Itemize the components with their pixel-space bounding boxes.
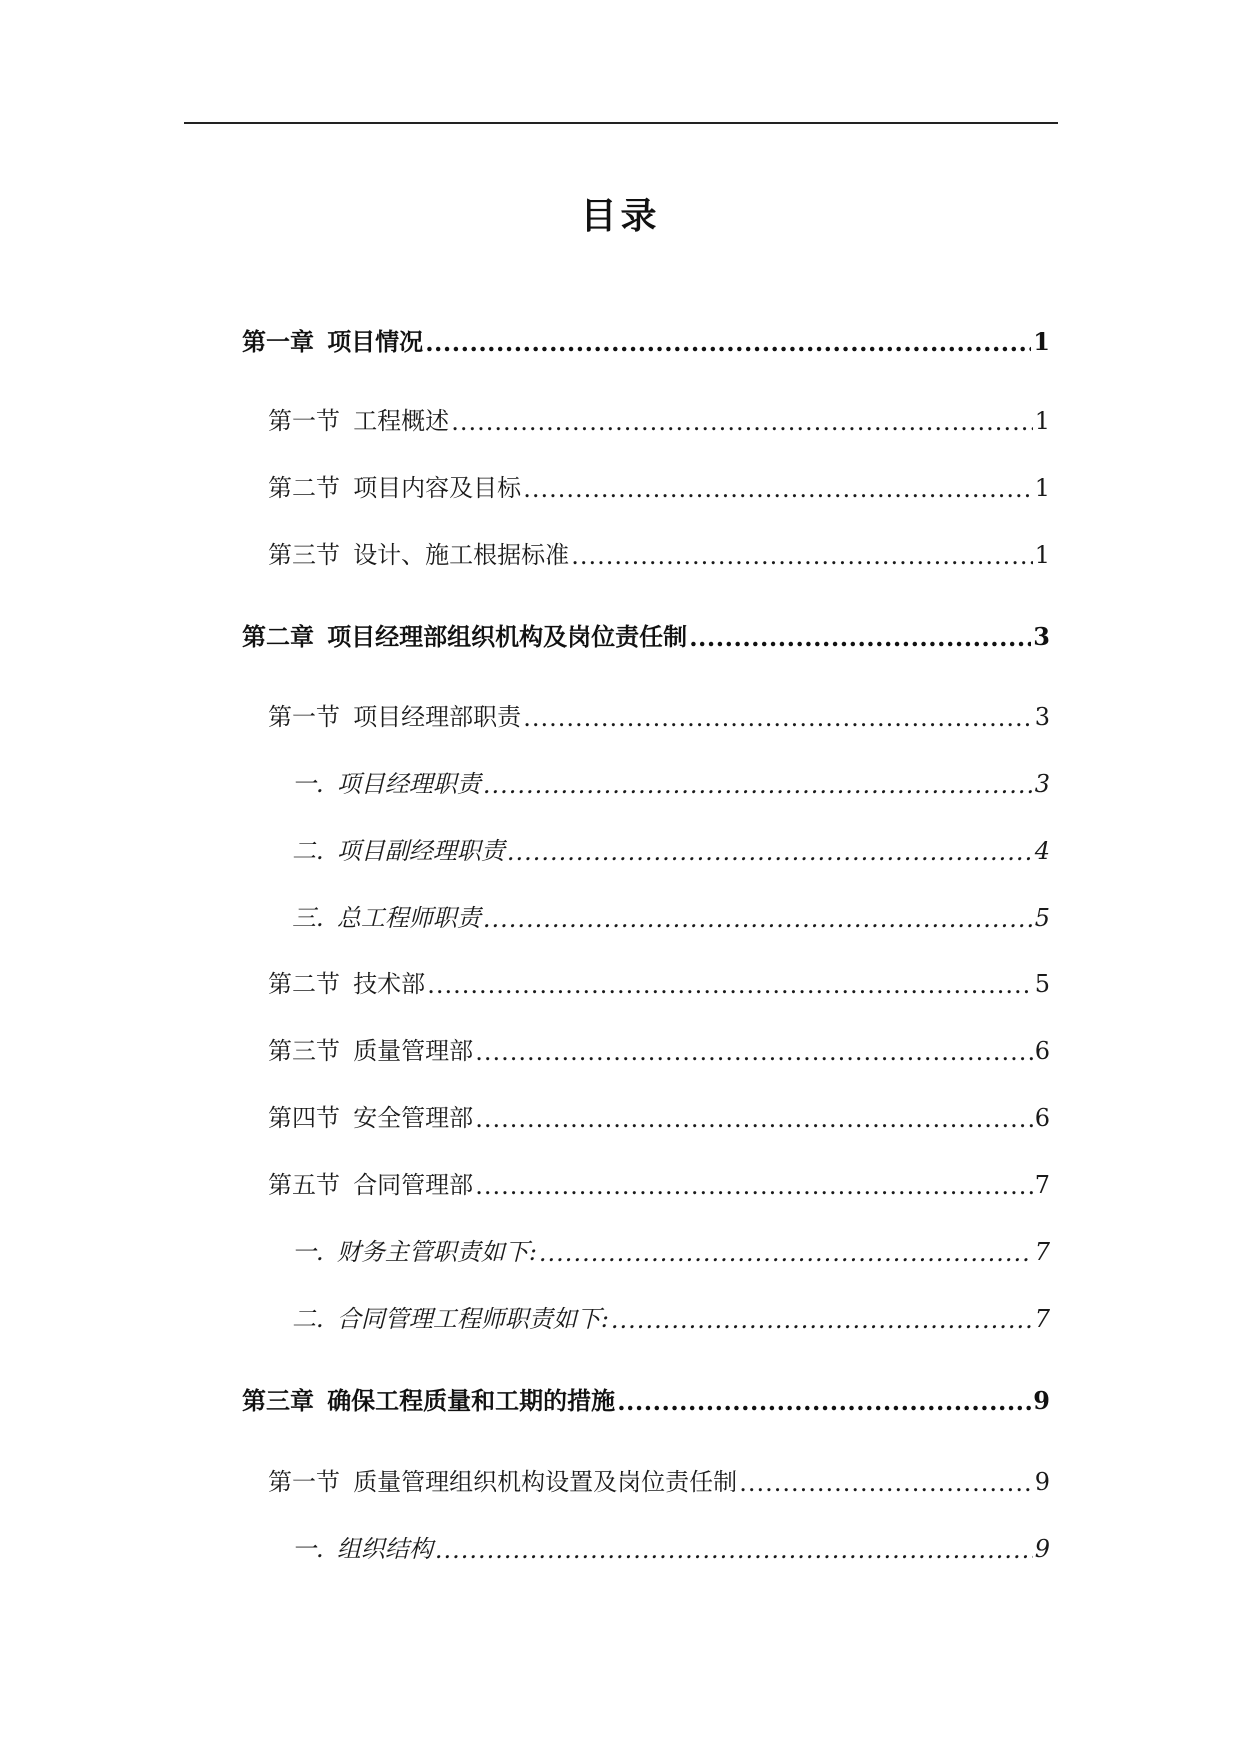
toc-entry-subsection[interactable] bbox=[292, 898, 1050, 933]
toc-entry-page: 7 bbox=[1034, 1171, 1050, 1199]
toc-entry-text: 组织结构 bbox=[336, 1535, 433, 1563]
toc-entry-number: 第二章 bbox=[242, 622, 314, 651]
toc-entry-page: 6 bbox=[1034, 1104, 1050, 1132]
toc-entry-subsection[interactable] bbox=[292, 1232, 1050, 1267]
toc-entry-number: 一. bbox=[292, 1238, 324, 1266]
dot-leader bbox=[427, 971, 1033, 995]
dot-leader bbox=[475, 1105, 1033, 1129]
toc-entry-text: 项目内容及目标 bbox=[353, 474, 522, 502]
toc-entry-number: 第一节 bbox=[268, 407, 340, 435]
header-rule bbox=[184, 122, 1058, 124]
toc-entry-page: 3 bbox=[1033, 622, 1050, 651]
toc-entry-page: 3 bbox=[1034, 770, 1050, 798]
toc-entry-text: 合同管理工程师职责如下: bbox=[336, 1305, 609, 1333]
toc-entry-text: 项目经理部职责 bbox=[353, 703, 522, 731]
toc-entry-text: 合同管理部 bbox=[353, 1171, 474, 1199]
toc-entry-subsection[interactable] bbox=[292, 1299, 1050, 1334]
toc-entry-number: 第四节 bbox=[268, 1104, 340, 1132]
dot-leader bbox=[483, 905, 1033, 929]
dot-leader bbox=[475, 1172, 1033, 1196]
toc-entry-page: 1 bbox=[1033, 327, 1050, 356]
dot-leader bbox=[475, 1038, 1033, 1062]
dot-leader bbox=[435, 1536, 1033, 1560]
dot-leader bbox=[571, 542, 1033, 566]
toc-entry-text: 财务主管职责如下: bbox=[336, 1238, 537, 1266]
toc-entry-text: 质量管理部 bbox=[353, 1037, 474, 1065]
toc-entry-text: 工程概述 bbox=[353, 407, 450, 435]
toc-entry-number: 第三章 bbox=[242, 1386, 314, 1415]
toc-entry-chapter-1[interactable] bbox=[242, 322, 1050, 357]
toc-entry-page: 3 bbox=[1034, 703, 1050, 731]
toc-entry-number: 第三节 bbox=[268, 541, 340, 569]
toc-entry-section[interactable] bbox=[268, 535, 1050, 570]
toc-entry-number: 二. bbox=[292, 1305, 324, 1333]
toc-entry-page: 4 bbox=[1034, 837, 1050, 865]
toc-entry-text: 项目经理部组织机构及岗位责任制 bbox=[327, 622, 688, 651]
toc-entry-page: 1 bbox=[1034, 541, 1050, 569]
dot-leader bbox=[451, 408, 1033, 432]
toc-entry-section[interactable] bbox=[268, 1165, 1050, 1200]
toc-entry-section[interactable] bbox=[268, 697, 1050, 732]
toc-entry-page: 5 bbox=[1034, 904, 1050, 932]
toc-entry-number: 第一节 bbox=[268, 703, 340, 731]
toc-entry-text: 质量管理组织机构设置及岗位责任制 bbox=[353, 1468, 738, 1496]
toc-entry-section[interactable] bbox=[268, 1098, 1050, 1133]
toc-entry-subsection[interactable] bbox=[292, 831, 1050, 866]
toc-entry-number: 第三节 bbox=[268, 1037, 340, 1065]
toc-entry-number: 三. bbox=[292, 904, 324, 932]
toc-entry-text: 设计、施工根据标准 bbox=[353, 541, 570, 569]
dot-leader bbox=[425, 328, 1031, 352]
toc-entry-number: 第五节 bbox=[268, 1171, 340, 1199]
toc-entry-text: 安全管理部 bbox=[353, 1104, 474, 1132]
dot-leader bbox=[523, 704, 1033, 728]
toc-entry-section[interactable] bbox=[268, 1031, 1050, 1066]
toc-entry-text: 项目副经理职责 bbox=[336, 837, 505, 865]
toc-entry-number: 第一节 bbox=[268, 1468, 340, 1496]
toc-entry-page: 9 bbox=[1033, 1386, 1050, 1415]
toc-entry-chapter-2[interactable] bbox=[242, 617, 1050, 652]
dot-leader bbox=[611, 1306, 1033, 1330]
toc-entry-page: 9 bbox=[1034, 1468, 1050, 1496]
toc-entry-number: 第二节 bbox=[268, 474, 340, 502]
dot-leader bbox=[507, 838, 1033, 862]
dot-leader bbox=[617, 1387, 1031, 1411]
toc-entry-number: 第一章 bbox=[242, 327, 314, 356]
toc-entry-page: 5 bbox=[1034, 970, 1050, 998]
toc-entry-page: 7 bbox=[1034, 1305, 1050, 1333]
toc-entry-page: 1 bbox=[1034, 474, 1050, 502]
toc-entry-page: 7 bbox=[1034, 1238, 1050, 1266]
toc-entry-subsection[interactable] bbox=[292, 764, 1050, 799]
dot-leader bbox=[689, 623, 1031, 647]
toc-entry-subsection[interactable] bbox=[292, 1529, 1050, 1564]
dot-leader bbox=[483, 771, 1033, 795]
dot-leader bbox=[523, 475, 1033, 499]
toc-entry-text: 项目经理职责 bbox=[336, 770, 481, 798]
toc-entry-section[interactable] bbox=[268, 401, 1050, 436]
dot-leader bbox=[539, 1239, 1033, 1263]
toc-entry-text: 确保工程质量和工期的措施 bbox=[327, 1386, 616, 1415]
toc-entry-page: 1 bbox=[1034, 407, 1050, 435]
toc-entry-page: 9 bbox=[1034, 1535, 1050, 1563]
toc-entry-number: 一. bbox=[292, 770, 324, 798]
toc-entry-page: 6 bbox=[1034, 1037, 1050, 1065]
toc-entry-text: 技术部 bbox=[353, 970, 426, 998]
toc-entry-text: 项目情况 bbox=[327, 327, 424, 356]
toc-entry-section[interactable] bbox=[268, 964, 1050, 999]
toc-entry-number: 第二节 bbox=[268, 970, 340, 998]
toc-entry-section[interactable] bbox=[268, 468, 1050, 503]
toc-entry-number: 一. bbox=[292, 1535, 324, 1563]
dot-leader bbox=[739, 1469, 1033, 1493]
toc-entry-number: 二. bbox=[292, 837, 324, 865]
toc-entry-section[interactable] bbox=[268, 1462, 1050, 1497]
page-title: 目录 bbox=[580, 195, 661, 237]
toc-entry-chapter-3[interactable] bbox=[242, 1381, 1050, 1416]
toc-entry-text: 总工程师职责 bbox=[336, 904, 481, 932]
